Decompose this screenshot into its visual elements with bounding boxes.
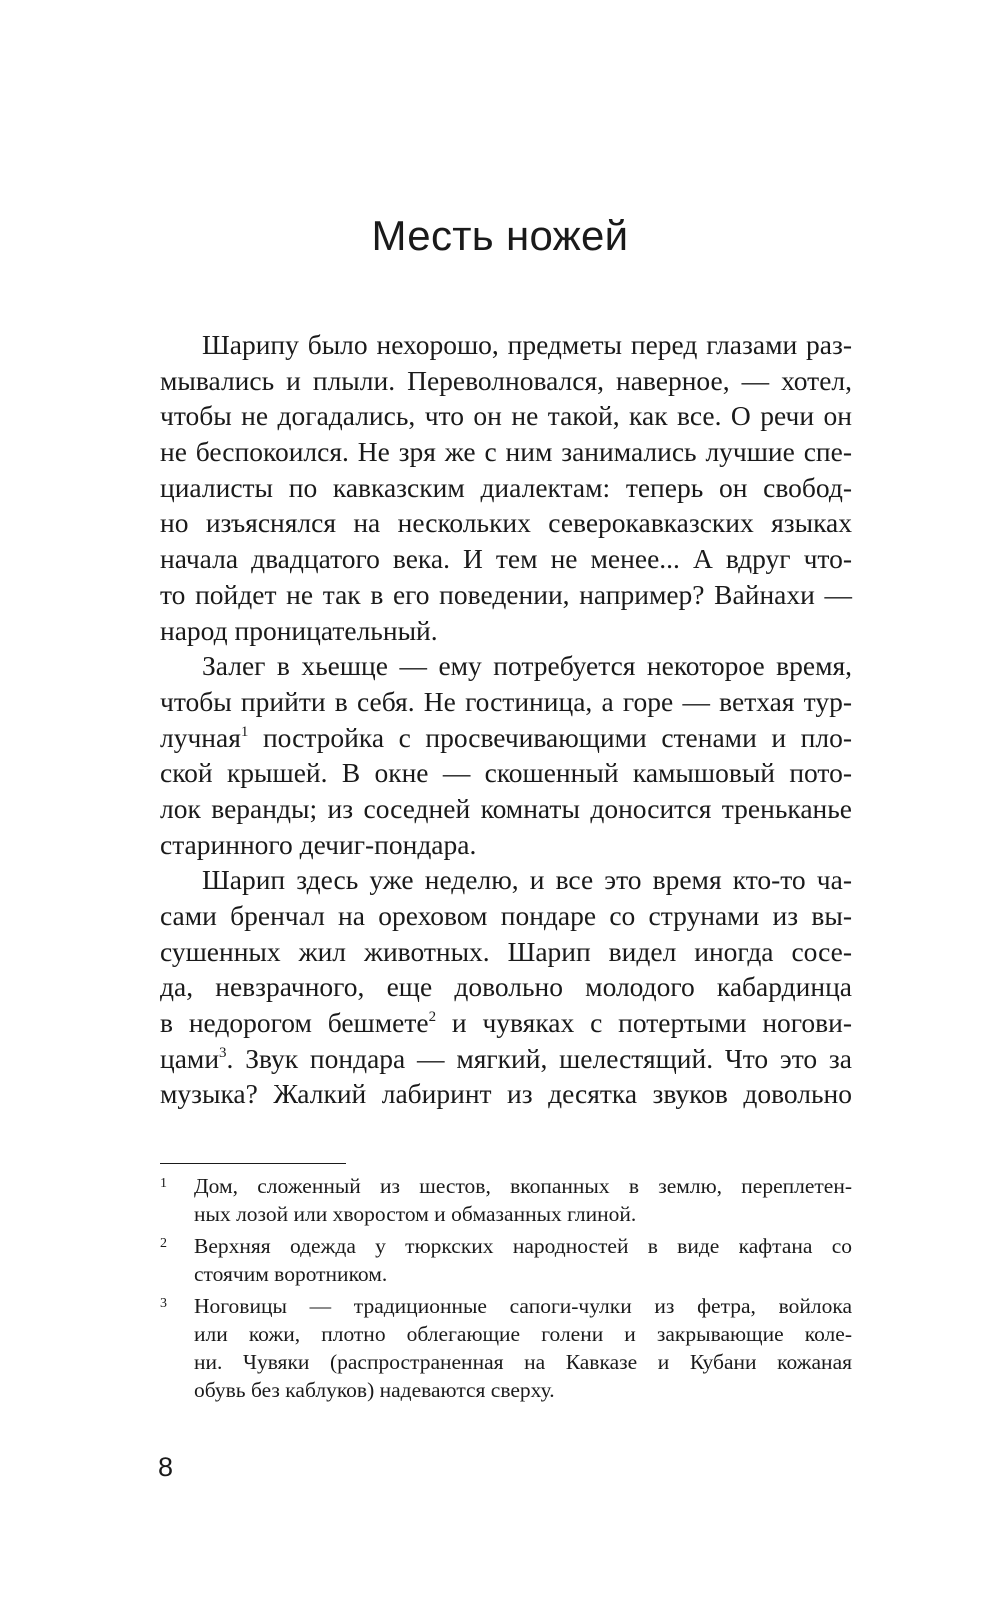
- text-line: то пойдет не так в его поведении, например? Вайнахи —: [160, 578, 852, 610]
- footnotes: [160, 1172, 852, 1408]
- text-line: сами бренчал на ореховом пондаре со струнами из вы-: [160, 900, 852, 931]
- footnote-reference[interactable]: 2: [428, 1009, 437, 1026]
- footnote-mark: 2: [160, 1236, 167, 1251]
- footnote-line: или кожи, плотно облегающие голени и закрывающие коле-: [194, 1322, 852, 1346]
- footnote-line: обувь без каблуков) надеваются сверху.: [194, 1378, 555, 1402]
- text-line: да, невзрачного, еще довольно молодого кабардинца: [160, 971, 852, 1003]
- footnote-line: стоячим воротником.: [194, 1262, 388, 1286]
- text-line: мывались и плыли. Переволновался, наверное, — хотел,: [160, 364, 852, 396]
- text-line: Шарип здесь уже неделю, и все это время кто-то ча-: [202, 864, 852, 896]
- footnote-mark: 1: [160, 1176, 167, 1191]
- text-line: Шарипу было нехорошо, предметы перед глазами раз-: [202, 329, 852, 360]
- footnote-mark: 3: [160, 1296, 167, 1311]
- text-fragment: . Звук пондара — мягкий, шелестящий. Что это за: [226, 1042, 852, 1074]
- text-line: музыка? Жалкий лабиринт из десятка звуков довольно: [160, 1078, 852, 1110]
- footnote-line: Дом, сложенный из шестов, вкопанных в землю, переплетен-: [194, 1174, 852, 1198]
- text-line: Залег в хьешце — ему потребуется некоторое время,: [202, 650, 852, 682]
- text-line: но изъяснялся на нескольких северокавказских языках: [160, 507, 852, 539]
- text-line: не беспокоился. Не зря же с ним занимались лучшие спе-: [160, 436, 852, 468]
- text-line: начала двадцатого века. И тем не менее... А вдруг что-: [160, 543, 852, 575]
- text-line: ской крышей. В окне — скошенный камышовый пото-: [160, 757, 852, 789]
- text-line: циалисты по кавказским диалектам: теперь он свобод-: [160, 471, 852, 503]
- text-line: чтобы прийти в себя. Не гостиница, а горе — ветхая тур-: [160, 685, 852, 717]
- text-line: сушенных жил животных. Шарип видел иногда сосе-: [160, 935, 852, 967]
- body-text: [160, 327, 852, 1112]
- footnote-line: Верхняя одежда у тюркских народностей в виде кафтана со: [194, 1234, 852, 1258]
- text-fragment: в недорогом бешмете: [160, 1007, 429, 1039]
- text-fragment: лучная: [160, 721, 241, 753]
- text-fragment: цами: [160, 1042, 220, 1074]
- footnote-reference[interactable]: 1: [240, 723, 249, 740]
- page-number: 8: [158, 1452, 174, 1482]
- footnote-line: ни. Чувяки (распространенная на Кавказе и Кубани кожаная: [194, 1350, 852, 1374]
- footnote-reference[interactable]: 3: [219, 1044, 227, 1061]
- text-line: [160, 720, 852, 756]
- footnote-1: [160, 1172, 852, 1228]
- footnote-line: ных лозой или хворостом и обмазанных глиной.: [194, 1202, 637, 1226]
- text-line: [160, 1041, 852, 1077]
- text-line: народ проницательный.: [160, 614, 438, 646]
- text-line: лок веранды; из соседней комнаты доносится треньканье: [160, 792, 852, 824]
- footnote-2: [160, 1232, 852, 1288]
- footnote-3: [160, 1292, 852, 1404]
- text-fragment: постройка с просвечивающими стенами и пло-: [248, 721, 852, 753]
- text-line: [160, 1005, 852, 1041]
- chapter-title: Месть ножей: [371, 212, 629, 259]
- footnote-line: Ноговицы — традиционные сапоги-чулки из фетра, войлока: [194, 1294, 852, 1318]
- text-fragment: и чувяках с потертыми ногови-: [436, 1007, 852, 1039]
- text-line: старинного дечиг-пондара.: [160, 828, 477, 860]
- footnote-divider: [160, 1163, 346, 1164]
- text-line: чтобы не догадались, что он не такой, как все. О речи он: [160, 400, 852, 432]
